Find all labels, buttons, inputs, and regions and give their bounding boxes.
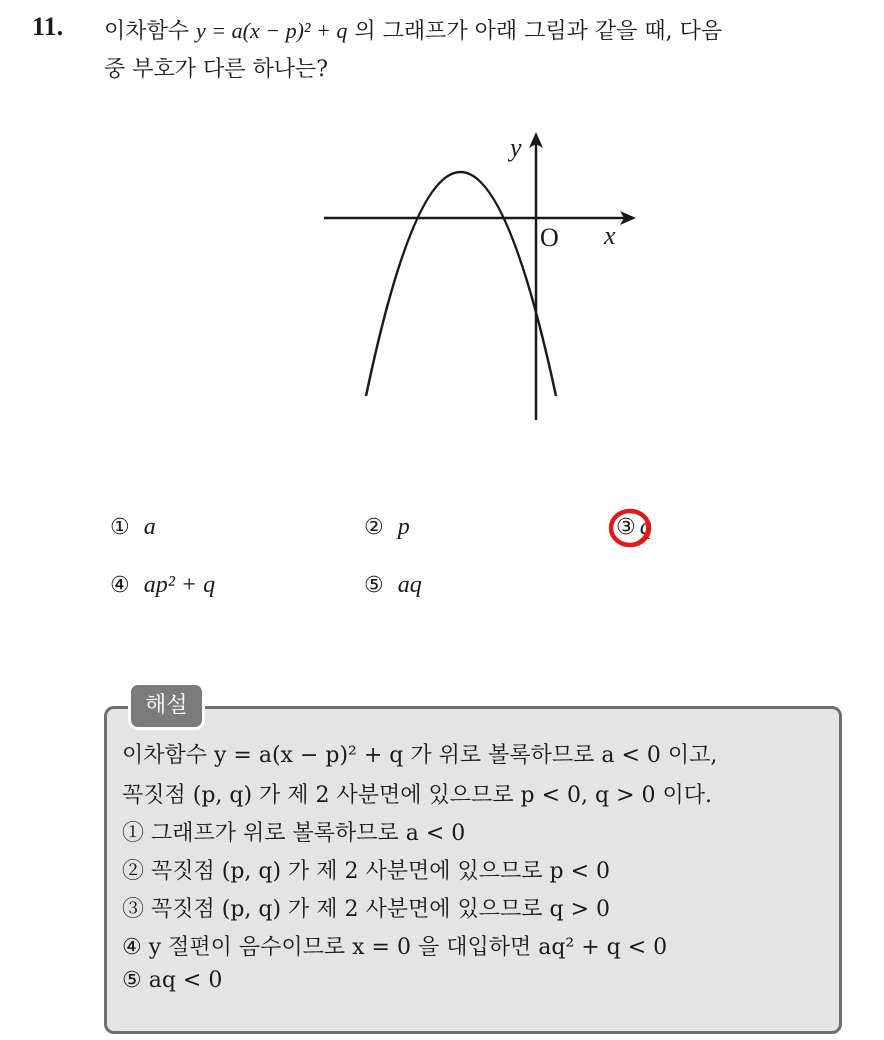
- question-prefix: 이차함수: [104, 19, 190, 44]
- x-axis-label: x: [604, 221, 616, 250]
- y-axis-label: y: [510, 133, 522, 162]
- choice-value: a: [143, 514, 156, 540]
- parabola-curve: [366, 172, 556, 396]
- question-number: 11.: [32, 12, 64, 41]
- choice-2[interactable]: [364, 514, 410, 541]
- solution-line-5: ③ 꼭짓점 (p, q) 가 제 2 사분면에 있으므로 q > 0: [122, 897, 611, 922]
- solution-line-4: ② 꼭짓점 (p, q) 가 제 2 사분면에 있으므로 p < 0: [122, 859, 611, 884]
- solution-line-3: ① 그래프가 위로 볼록하므로 a < 0: [122, 821, 466, 846]
- question-line-2: 중 부호가 다른 하나는?: [104, 57, 329, 82]
- solution-tag: 해설: [128, 682, 205, 730]
- solution-line-7: ⑤ aq < 0: [122, 968, 223, 993]
- question-suffix: 의 그래프가 아래 그림과 같을 때, 다음: [354, 19, 723, 44]
- question-line-1: [104, 14, 722, 45]
- choice-mark: ②: [364, 515, 384, 540]
- choice-value: ap² + q: [143, 572, 216, 598]
- parabola-graph: [318, 122, 648, 432]
- choice-1[interactable]: [110, 514, 156, 541]
- choice-value: q: [639, 514, 652, 540]
- solution-line-2: 꼭짓점 (p, q) 가 제 2 사분면에 있으므로 p < 0, q > 0 이다.: [122, 783, 713, 808]
- choice-mark: ③: [616, 515, 636, 540]
- solution-line-6: ④ y 절편이 음수이므로 x = 0 을 대입하면 aq² + q < 0: [122, 935, 668, 960]
- choice-4[interactable]: [110, 572, 215, 599]
- choice-mark: ⑤: [364, 573, 384, 598]
- solution-line-1: 이차함수 y = a(x − p)² + q 가 위로 볼록하므로 a < 0 이고,: [122, 743, 718, 768]
- choice-mark: ④: [110, 573, 130, 598]
- question-formula: y = a(x − p)² + q: [196, 18, 348, 43]
- origin-label: O: [540, 223, 559, 252]
- choice-5[interactable]: [364, 572, 422, 599]
- choice-value: p: [397, 514, 410, 540]
- choice-value: aq: [397, 572, 422, 598]
- choice-mark: ①: [110, 515, 130, 540]
- answer-circle-mark: [606, 506, 656, 550]
